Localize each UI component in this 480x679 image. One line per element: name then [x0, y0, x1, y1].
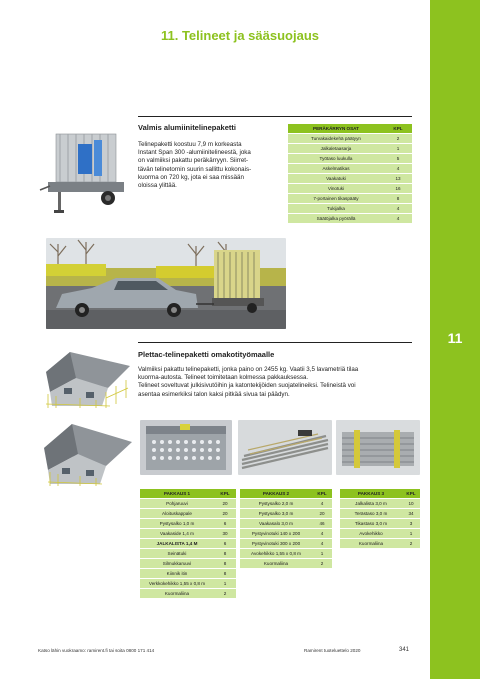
table-cell: 4: [312, 529, 332, 538]
table-header: PAKKAUS 1: [140, 489, 214, 498]
table-cell: 2: [384, 134, 412, 143]
table-row: [140, 539, 236, 548]
table-cell: 8: [214, 549, 236, 558]
table-cell: 2: [312, 559, 332, 568]
table-cell: Kuormaliina: [340, 539, 402, 548]
table-cell: 4: [384, 214, 412, 223]
footer-contact: Katso lähin vuokraamo: ramirent.fi tai soita 0800 171 414: [38, 648, 155, 653]
text-line: Telineet soveltuvat julkisivutöihin ja katontekijöiden suojatelineiksi. Telineistä voi: [138, 382, 356, 390]
table-cell: 4: [312, 539, 332, 548]
table-cell: Verkkokehikko 1,55 x 0,8 m: [140, 579, 214, 588]
table-cell: Säätöjalka pyörällä: [288, 214, 384, 223]
table-header-row: [288, 124, 412, 133]
table-cell: Työtaso luukulla: [288, 154, 384, 163]
table-row: [288, 184, 412, 193]
table-cell: Silmukkaruuvi: [140, 559, 214, 568]
table-row: [140, 529, 236, 538]
package2-table: [240, 488, 332, 569]
table-cell: 4: [384, 164, 412, 173]
table-cell: 46: [312, 519, 332, 528]
package3-photo: [336, 420, 420, 475]
table-cell: Avokehikko 1,55 x 0,8 m: [240, 549, 312, 558]
table-row: [240, 519, 332, 528]
table-header: PAKKAUS 2: [240, 489, 312, 498]
table-header-row: [240, 489, 332, 498]
table-cell: Avokehikko: [340, 529, 402, 538]
car-with-trailer-photo: [46, 238, 286, 329]
section-divider: [138, 342, 412, 343]
table-row: [240, 509, 332, 518]
text-line: Instant Span 300 -alumiinitelineestä, joka: [138, 149, 251, 157]
table-cell: 34: [402, 509, 420, 518]
text-line: kuorma on 720 kg, jota ei saa missään: [138, 173, 244, 181]
table-row: [140, 589, 236, 598]
table-cell: 7-portainen tikaspääty: [288, 194, 384, 203]
table-cell: 3: [402, 519, 420, 528]
table-row: [140, 559, 236, 568]
table-header: PERÄKÄRRYN OSAT: [288, 124, 384, 133]
table-cell: Jalkaletaasarja: [288, 144, 384, 153]
section2-text: [138, 366, 418, 399]
table-header: PAKKAUS 3: [340, 489, 402, 498]
table-header-row: [340, 489, 420, 498]
table-cell: Vinotuki: [288, 184, 384, 193]
table-row: [340, 499, 420, 508]
package2-photo: [238, 420, 332, 475]
table-cell: Turvakaidekehä päätyyn: [288, 134, 384, 143]
table-row: [288, 134, 412, 143]
trailer-parts-table: [288, 123, 412, 224]
table-cell: Tikastaso 3,0 m: [340, 519, 402, 528]
table-header: KPL: [402, 489, 420, 498]
table-row: [140, 569, 236, 578]
section1-heading: Valmis alumiinitelinepaketti: [138, 123, 236, 132]
table-cell: Kuormaliina: [140, 589, 214, 598]
table-cell: 5: [384, 154, 412, 163]
table-cell: 16: [384, 184, 412, 193]
table-cell: Askelmatikas: [288, 164, 384, 173]
table-cell: 2: [402, 539, 420, 548]
table-row: [240, 499, 332, 508]
table-cell: 2: [214, 589, 236, 598]
text-line: oloissa ylittää.: [138, 182, 177, 190]
chapter-number: 11: [447, 330, 463, 346]
table-cell: 13: [384, 174, 412, 183]
table-header: KPL: [214, 489, 236, 498]
table-cell: Pystyvinotuki 300 x 200: [240, 539, 312, 548]
table-cell: Seinätuki: [140, 549, 214, 558]
table-cell: Pystyvinotuki 140 x 200: [240, 529, 312, 538]
table-header-row: [140, 489, 236, 498]
footer-catalog: Ramirent tuoteluettelo 2020: [304, 648, 361, 653]
table-row: [140, 549, 236, 558]
table-cell: Pohjaruuvi: [140, 499, 214, 508]
table-row: [140, 509, 236, 518]
table-row: [140, 579, 236, 588]
table-row: [240, 559, 332, 568]
package3-table: [340, 488, 420, 549]
table-row: [288, 214, 412, 223]
text-line: Telinepaketti koostuu 7,9 m korkeasta: [138, 141, 242, 148]
section1-text: [138, 141, 288, 190]
text-line: tävän telinetornin suurin sallittu kokonais-: [138, 165, 252, 173]
table-cell: JALKALISTA 1,4 M: [140, 539, 214, 548]
house-scaffold-illustration: [36, 348, 132, 410]
table-cell: 1: [312, 549, 332, 558]
table-cell: 8: [214, 569, 236, 578]
table-cell: Jalkalista 3,0 m: [340, 499, 402, 508]
table-cell: Vaakatuki: [288, 174, 384, 183]
table-cell: 30: [214, 529, 236, 538]
table-cell: 1: [402, 529, 420, 538]
table-cell: 8: [214, 559, 236, 568]
table-row: [340, 539, 420, 548]
table-row: [288, 174, 412, 183]
table-row: [340, 509, 420, 518]
section-divider: [138, 116, 412, 117]
table-row: [288, 154, 412, 163]
table-row: [288, 164, 412, 173]
table-cell: 1: [214, 579, 236, 588]
table-cell: Vaakaside 1,4 m: [140, 529, 214, 538]
text-line: on valmiiksi pakattu peräkärryyn. Siirret-: [138, 157, 249, 165]
section2-heading: Plettac-telinepaketti omakotityömaalle: [138, 350, 275, 359]
table-row: [240, 529, 332, 538]
table-cell: Kuormaliina: [240, 559, 312, 568]
table-cell: Pystysalko 3,0 m: [240, 509, 312, 518]
text-line: Valmiiksi pakattu telinepaketti, jonka paino on 2455 kg. Vaatii 3,5 lavametriä tilaa: [138, 366, 359, 373]
table-cell: 4: [384, 204, 412, 213]
table-cell: Tukijalka: [288, 204, 384, 213]
table-cell: 8: [384, 194, 412, 203]
table-row: [288, 194, 412, 203]
table-cell: Kiinnik itin: [140, 569, 214, 578]
table-cell: Pystysalko 2,0 m: [240, 499, 312, 508]
table-cell: 20: [214, 499, 236, 508]
table-cell: Pystysalko 1,0 m: [140, 519, 214, 528]
table-row: [140, 499, 236, 508]
table-cell: Vaakasalo 3,0 m: [240, 519, 312, 528]
table-cell: 4: [312, 499, 332, 508]
table-row: [240, 539, 332, 548]
trailer-scaffold-image: [38, 130, 132, 222]
table-cell: 1: [384, 144, 412, 153]
table-cell: 10: [402, 499, 420, 508]
table-row: [340, 519, 420, 528]
table-row: [240, 549, 332, 558]
table-row: [288, 204, 412, 213]
table-cell: 6: [214, 519, 236, 528]
table-cell: 20: [312, 509, 332, 518]
table-row: [288, 144, 412, 153]
table-row: [140, 519, 236, 528]
table-cell: Terästaso 3,0 m: [340, 509, 402, 518]
package1-photo: [140, 420, 232, 475]
house-scaffold-illustration: [36, 420, 134, 488]
page-number: 341: [399, 647, 410, 653]
package1-table: [140, 488, 236, 599]
table-cell: Aloituskappale: [140, 509, 214, 518]
table-cell: 20: [214, 509, 236, 518]
table-cell: 6: [214, 539, 236, 548]
table-row: [340, 529, 420, 538]
table-header: KPL: [312, 489, 332, 498]
text-line: kuorma-autosta. Telineet toimitetaan kolmessa pakkauksessa.: [138, 374, 309, 382]
page-title: 11. Telineet ja sääsuojaus: [160, 28, 319, 43]
table-header: KPL: [384, 124, 412, 133]
text-line: asentaa esimerkiksi talon kaksi pitkää sivua tai päädyn.: [138, 390, 290, 398]
